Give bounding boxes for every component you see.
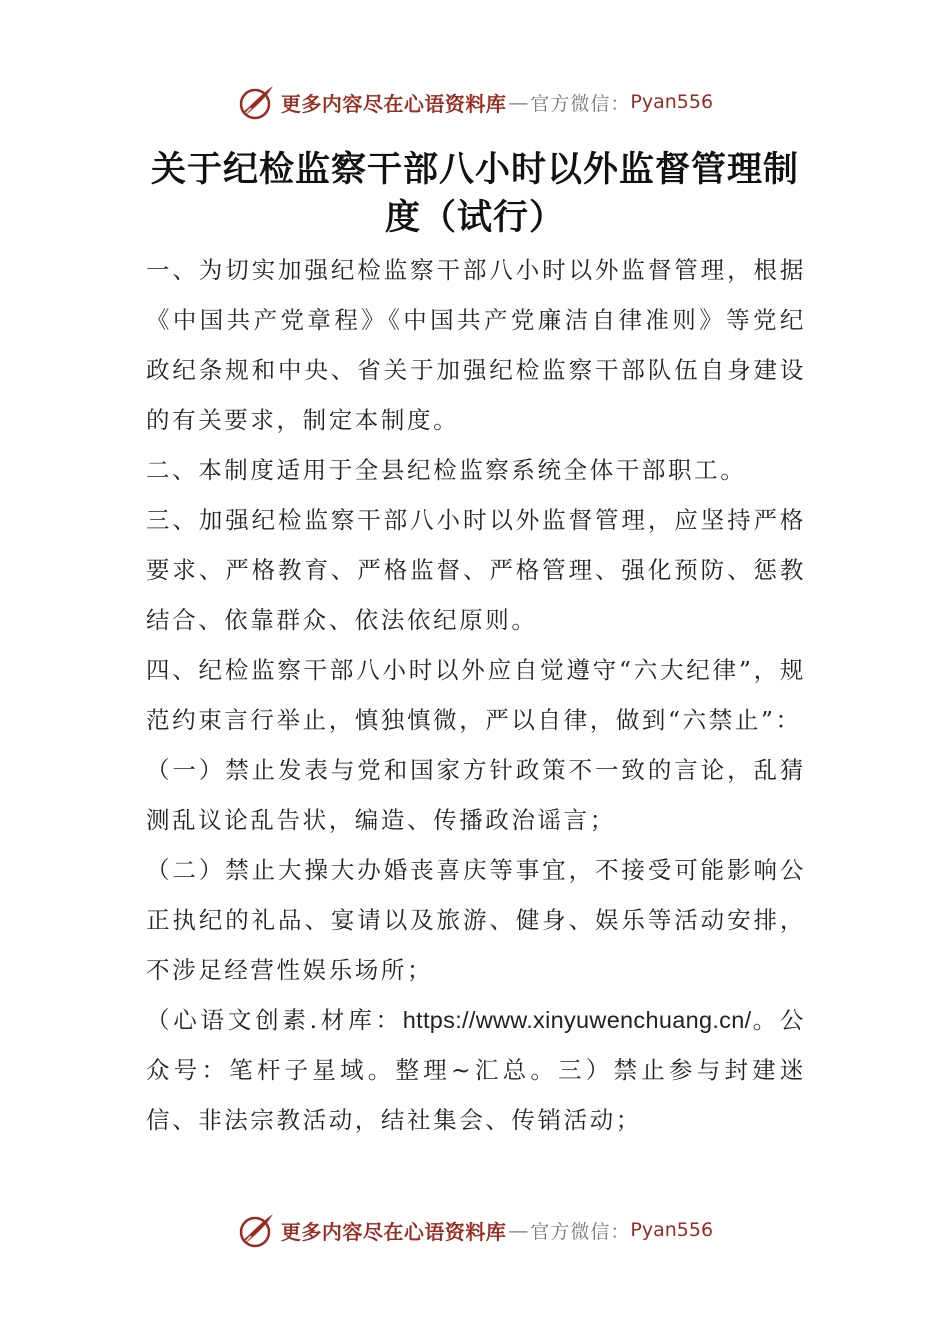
banner-wechat-id: Pyan556 xyxy=(630,91,714,113)
quill-logo-icon xyxy=(237,82,277,122)
document-title: 关于纪检监察干部八小时以外监督管理制度（试行） xyxy=(150,149,799,238)
paragraph-4: 四、纪检监察干部八小时以外应自觉遵守“六大纪律”，规范约束言行举止，慎独慎微，严以自律，做到“六禁止”： xyxy=(146,656,806,734)
paragraph-6: （二）禁止大操大办婚丧喜庆等事宜，不接受可能影响公正执纪的礼品、宴请以及旅游、健身、娱乐等活动安排，不涉足经营性娱乐场所； xyxy=(146,856,806,984)
paragraph-5: （一）禁止发表与党和国家方针政策不一致的言论，乱猜测乱议论乱告状，编造、传播政治谣言； xyxy=(146,756,806,834)
watermark-banner-top xyxy=(0,80,950,124)
paragraph-7-suffix: 。公众号：笔杆子星域。整理~汇总。三）禁止参与封建迷信、非法宗教活动，结社集会、传销活动； xyxy=(146,1006,806,1134)
quill-logo-icon xyxy=(237,1210,277,1250)
banner-sub-text: 官方微信： xyxy=(530,1220,631,1243)
paragraph-7 xyxy=(146,995,806,1145)
banner-main-text: 更多内容尽在心语资料库 xyxy=(280,91,507,116)
paragraph-7-prefix: （心语文创素.材库： xyxy=(146,1006,403,1034)
document-body xyxy=(146,245,806,1145)
website-link[interactable]: https://www.xinyuwenchuang.cn/ xyxy=(402,1007,752,1033)
banner-dash: — xyxy=(508,90,529,114)
paragraph-3: 三、加强纪检监察干部八小时以外监督管理，应坚持严格要求、严格教育、严格监督、严格管理、强化预防、惩教结合、依靠群众、依法依纪原则。 xyxy=(146,506,806,634)
banner-sub-text: 官方微信： xyxy=(530,92,631,115)
banner-main-text: 更多内容尽在心语资料库 xyxy=(280,1219,507,1244)
banner-dash: — xyxy=(508,1218,529,1242)
banner-wechat-id: Pyan556 xyxy=(630,1219,714,1241)
paragraph-1: 一、为切实加强纪检监察干部八小时以外监督管理，根据《中国共产党章程》《中国共产党廉洁自律准则》等党纪政纪条规和中央、省关于加强纪检监察干部队伍自身建设的有关要求，制定本制度。 xyxy=(146,256,806,434)
paragraph-2: 二、本制度适用于全县纪检监察系统全体干部职工。 xyxy=(146,456,747,484)
watermark-banner-bottom xyxy=(0,1208,950,1252)
